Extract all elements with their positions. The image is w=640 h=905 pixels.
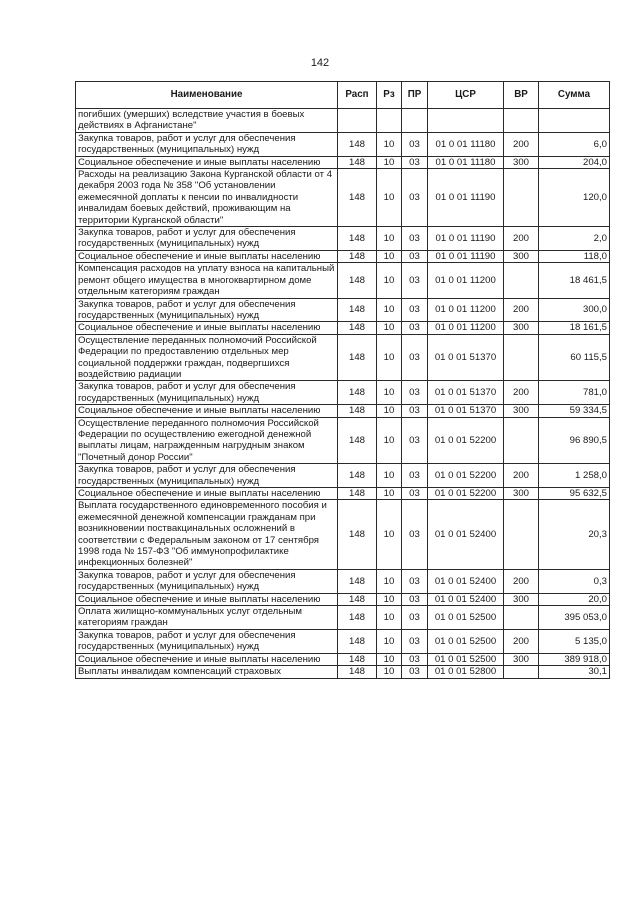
cell-rz: 10 [377,500,402,569]
cell-sum: 96 890,5 [539,417,610,464]
cell-rasp: 148 [338,381,377,405]
cell-sum: 395 053,0 [539,606,610,630]
cell-vr: 300 [504,593,539,605]
cell-rz: 10 [377,464,402,488]
header-vr: ВР [504,82,539,109]
table-row [76,250,610,262]
cell-rasp: 148 [338,156,377,168]
cell-pr: 03 [402,298,428,322]
cell-rasp: 148 [338,417,377,464]
cell-rz: 10 [377,488,402,500]
cell-csr: 01 0 01 52200 [428,488,504,500]
cell-name: Осуществление переданных полномочий Российской Федерации по предоставлению отдельных мер социальной поддержки граждан, подвергшихся воздействию радиации [76,334,338,381]
cell-vr: 300 [504,488,539,500]
cell-sum: 59 334,5 [539,405,610,417]
cell-pr: 03 [402,488,428,500]
cell-rasp: 148 [338,298,377,322]
cell-name: Закупка товаров, работ и услуг для обеспечения государственных (муниципальных) нужд [76,227,338,251]
cell-vr: 200 [504,227,539,251]
cell-csr: 01 0 01 52200 [428,464,504,488]
cell-rasp: 148 [338,334,377,381]
cell-rasp: 148 [338,132,377,156]
cell-csr: 01 0 01 11200 [428,298,504,322]
cell-sum: 300,0 [539,298,610,322]
cell-name: Закупка товаров, работ и услуг для обеспечения государственных (муниципальных) нужд [76,629,338,653]
cell-vr: 200 [504,381,539,405]
cell-rasp: 148 [338,629,377,653]
cell-rasp: 148 [338,405,377,417]
table-row [76,606,610,630]
cell-rz [377,109,402,133]
cell-pr: 03 [402,156,428,168]
table-row [76,298,610,322]
table-row [76,666,610,678]
cell-name: Социальное обеспечение и иные выплаты населению [76,593,338,605]
cell-vr: 300 [504,653,539,665]
page-number: 142 [310,57,330,69]
cell-pr: 03 [402,250,428,262]
cell-rz: 10 [377,298,402,322]
table-header-row [76,82,610,109]
cell-pr: 03 [402,569,428,593]
cell-name: Закупка товаров, работ и услуг для обеспечения государственных (муниципальных) нужд [76,381,338,405]
cell-vr [504,263,539,298]
cell-pr: 03 [402,227,428,251]
cell-name: Социальное обеспечение и иные выплаты населению [76,405,338,417]
cell-sum: 95 632,5 [539,488,610,500]
cell-name: Социальное обеспечение и иные выплаты населению [76,156,338,168]
cell-rz: 10 [377,666,402,678]
cell-sum: 0,3 [539,569,610,593]
table-row [76,405,610,417]
cell-sum: 6,0 [539,132,610,156]
cell-pr: 03 [402,169,428,227]
table-row [76,653,610,665]
cell-rz: 10 [377,417,402,464]
header-name: Наименование [76,82,338,109]
cell-rasp: 148 [338,593,377,605]
cell-sum [539,109,610,133]
header-rasp: Расп [338,82,377,109]
cell-rz: 10 [377,593,402,605]
cell-pr: 03 [402,606,428,630]
cell-sum: 18 161,5 [539,322,610,334]
table-row [76,464,610,488]
table-row [76,156,610,168]
cell-rz: 10 [377,405,402,417]
cell-name: Закупка товаров, работ и услуг для обеспечения государственных (муниципальных) нужд [76,569,338,593]
cell-csr: 01 0 01 11200 [428,263,504,298]
cell-name: Выплата государственного единовременного пособия и ежемесячной денежной компенсации гражданам при возникновении поствакцинальных осложнений в соответствии с Федеральным законом от 17 сентября 1998 года № 157-ФЗ "Об иммунопрофилактике инфекционных болезней" [76,500,338,569]
header-csr: ЦСР [428,82,504,109]
cell-name: Социальное обеспечение и иные выплаты населению [76,653,338,665]
cell-vr: 200 [504,464,539,488]
cell-sum: 389 918,0 [539,653,610,665]
cell-sum: 120,0 [539,169,610,227]
cell-vr: 200 [504,298,539,322]
cell-rasp: 148 [338,250,377,262]
cell-csr: 01 0 01 52500 [428,629,504,653]
cell-name: Осуществление переданного полномочия Российской Федерации по осуществлению ежегодной денежной выплаты лицам, награжденным нагрудным знаком "Почетный донор России" [76,417,338,464]
budget-table [75,81,610,679]
table-row [76,227,610,251]
cell-vr: 300 [504,322,539,334]
cell-rz: 10 [377,132,402,156]
cell-pr: 03 [402,405,428,417]
cell-pr: 03 [402,381,428,405]
cell-sum: 5 135,0 [539,629,610,653]
table-row [76,488,610,500]
table-row [76,109,610,133]
cell-csr: 01 0 01 11190 [428,169,504,227]
cell-vr [504,666,539,678]
cell-csr: 01 0 01 51370 [428,405,504,417]
cell-vr: 300 [504,250,539,262]
table-row [76,263,610,298]
cell-pr: 03 [402,666,428,678]
cell-name: Закупка товаров, работ и услуг для обеспечения государственных (муниципальных) нужд [76,464,338,488]
cell-sum: 204,0 [539,156,610,168]
cell-csr: 01 0 01 11190 [428,227,504,251]
cell-csr: 01 0 01 52500 [428,653,504,665]
cell-rasp: 148 [338,606,377,630]
cell-pr: 03 [402,132,428,156]
cell-csr: 01 0 01 52400 [428,569,504,593]
cell-rz: 10 [377,653,402,665]
cell-csr: 01 0 01 52400 [428,500,504,569]
cell-rasp: 148 [338,488,377,500]
header-sum: Сумма [539,82,610,109]
cell-name: Оплата жилищно-коммунальных услуг отдельным категориям граждан [76,606,338,630]
cell-rz: 10 [377,606,402,630]
cell-csr: 01 0 01 52500 [428,606,504,630]
table-row [76,417,610,464]
cell-name: Закупка товаров, работ и услуг для обеспечения государственных (муниципальных) нужд [76,298,338,322]
cell-rasp: 148 [338,169,377,227]
cell-csr: 01 0 01 52800 [428,666,504,678]
cell-rz: 10 [377,250,402,262]
cell-csr: 01 0 01 52400 [428,593,504,605]
table-row [76,322,610,334]
cell-name: Социальное обеспечение и иные выплаты населению [76,250,338,262]
table-row [76,569,610,593]
header-pr: ПР [402,82,428,109]
cell-pr [402,109,428,133]
table-row [76,500,610,569]
cell-rz: 10 [377,322,402,334]
cell-rz: 10 [377,569,402,593]
cell-rasp: 148 [338,464,377,488]
cell-vr: 300 [504,405,539,417]
cell-pr: 03 [402,322,428,334]
cell-sum: 118,0 [539,250,610,262]
cell-sum: 2,0 [539,227,610,251]
cell-vr: 200 [504,569,539,593]
cell-name: Закупка товаров, работ и услуг для обеспечения государственных (муниципальных) нужд [76,132,338,156]
cell-sum: 60 115,5 [539,334,610,381]
cell-pr: 03 [402,417,428,464]
cell-csr [428,109,504,133]
table-body [76,109,610,679]
cell-rz: 10 [377,169,402,227]
cell-rasp: 148 [338,322,377,334]
cell-vr [504,606,539,630]
cell-rz: 10 [377,381,402,405]
header-rz: Рз [377,82,402,109]
cell-csr: 01 0 01 11180 [428,156,504,168]
cell-rz: 10 [377,156,402,168]
cell-sum: 781,0 [539,381,610,405]
cell-vr [504,169,539,227]
cell-pr: 03 [402,464,428,488]
cell-name: Расходы на реализацию Закона Курганской области от 4 декабря 2003 года № 358 "Об установлении ежемесячной доплаты к пенсии по инвалидности инвалидам боевых действий, проживающим на территории Курганской области" [76,169,338,227]
cell-csr: 01 0 01 11180 [428,132,504,156]
cell-name: Выплаты инвалидам компенсаций страховых [76,666,338,678]
cell-rasp [338,109,377,133]
cell-vr [504,334,539,381]
cell-pr: 03 [402,653,428,665]
cell-csr: 01 0 01 11190 [428,250,504,262]
cell-csr: 01 0 01 51370 [428,381,504,405]
cell-rasp: 148 [338,263,377,298]
cell-name: Социальное обеспечение и иные выплаты населению [76,322,338,334]
cell-rz: 10 [377,227,402,251]
cell-name: Компенсация расходов на уплату взноса на капитальный ремонт общего имущества в многоквартирном доме отдельным категориям граждан [76,263,338,298]
table-row [76,169,610,227]
table-row [76,334,610,381]
cell-vr [504,417,539,464]
table-row [76,629,610,653]
cell-sum: 20,3 [539,500,610,569]
cell-rasp: 148 [338,500,377,569]
cell-rasp: 148 [338,653,377,665]
cell-sum: 1 258,0 [539,464,610,488]
cell-vr: 200 [504,132,539,156]
cell-vr: 200 [504,629,539,653]
cell-sum: 18 461,5 [539,263,610,298]
cell-rz: 10 [377,263,402,298]
cell-sum: 30,1 [539,666,610,678]
cell-csr: 01 0 01 11200 [428,322,504,334]
cell-rasp: 148 [338,227,377,251]
cell-rz: 10 [377,334,402,381]
cell-rz: 10 [377,629,402,653]
cell-name: погибших (умерших) вследствие участия в боевых действиях в Афганистане" [76,109,338,133]
table-row [76,381,610,405]
cell-csr: 01 0 01 51370 [428,334,504,381]
cell-rasp: 148 [338,569,377,593]
cell-pr: 03 [402,263,428,298]
cell-vr: 300 [504,156,539,168]
cell-rasp: 148 [338,666,377,678]
cell-name: Социальное обеспечение и иные выплаты населению [76,488,338,500]
cell-pr: 03 [402,334,428,381]
table-row [76,132,610,156]
cell-csr: 01 0 01 52200 [428,417,504,464]
cell-pr: 03 [402,593,428,605]
cell-sum: 20,0 [539,593,610,605]
table-row [76,593,610,605]
cell-pr: 03 [402,629,428,653]
cell-vr [504,109,539,133]
cell-vr [504,500,539,569]
cell-pr: 03 [402,500,428,569]
